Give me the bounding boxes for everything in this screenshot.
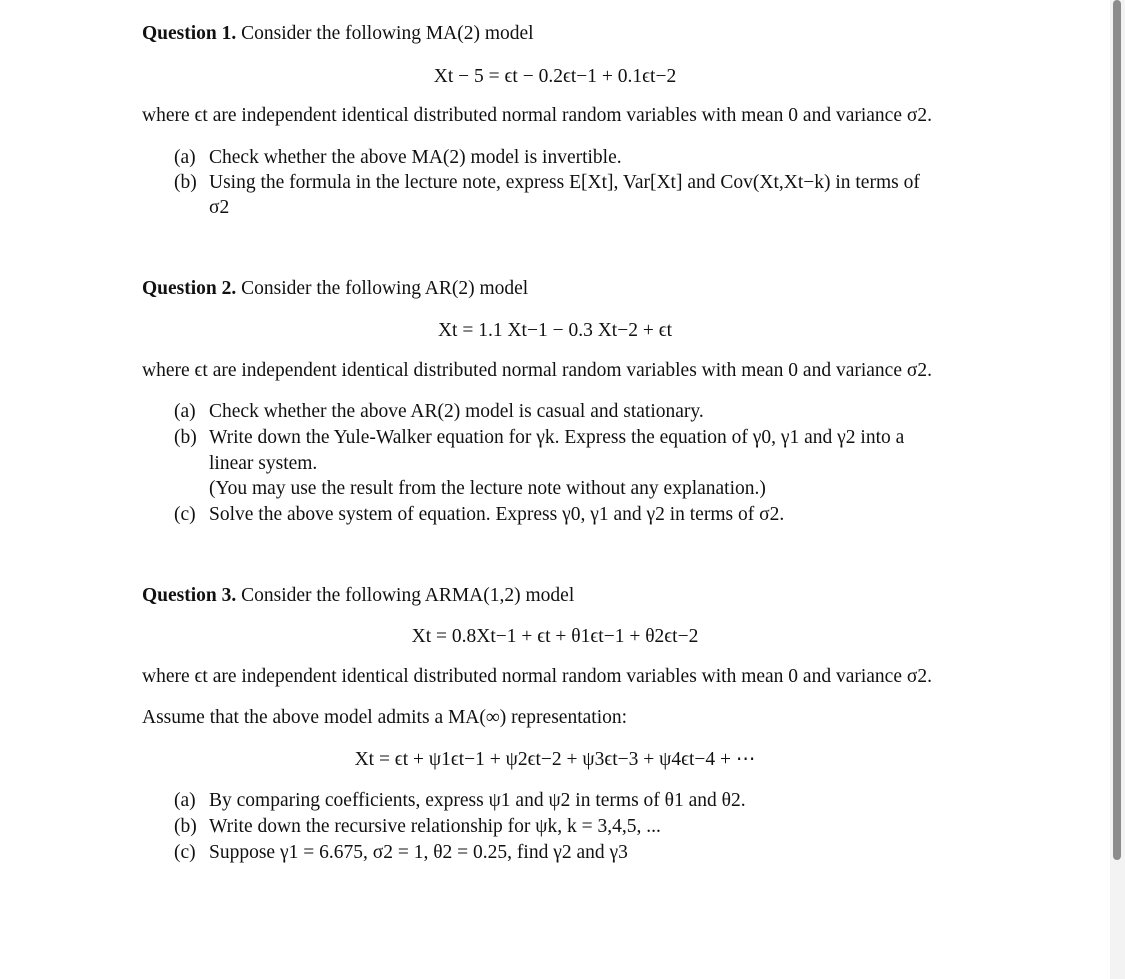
question-1-equation-text: Xt − 5 = ϵt − 0.2ϵt−1 + 0.1ϵt−2 (433, 66, 677, 87)
part-label: (c) (174, 504, 196, 525)
part-label: (c) (174, 842, 196, 863)
question-3-equation (0, 625, 1110, 649)
part-text: Solve the above system of equation. Express γ0, γ1 and γ2 in terms of σ2. (209, 504, 785, 525)
question-2-part-b-continued: linear system. (209, 453, 318, 474)
part-label: (a) (174, 401, 196, 422)
question-2-where: where ϵt are independent identical distributed normal random variables with mean 0 and variance σ2. (142, 360, 932, 381)
question-1-equation (0, 65, 1110, 89)
part-label: (b) (174, 816, 197, 837)
question-3-equation2-text: Xt = ϵt + ψ1ϵt−1 + ψ2ϵt−2 + ψ3ϵt−3 + ψ4ϵt−4 + ⋯ (354, 749, 756, 770)
part-text: Check whether the above MA(2) model is invertible. (209, 147, 622, 168)
part-label: (b) (174, 172, 197, 193)
question-3-equation-text: Xt = 0.8Xt−1 + ϵt + θ1ϵt−1 + θ2ϵt−2 (411, 626, 699, 647)
scrollbar-thumb[interactable] (1113, 0, 1121, 860)
question-2-intro: Consider the following AR(2) model (241, 278, 529, 299)
part-label: (a) (174, 790, 196, 811)
part-label: (a) (174, 147, 196, 168)
question-1-heading (142, 22, 534, 46)
part-label: (b) (174, 427, 197, 448)
question-1-where: where ϵt are independent identical distributed normal random variables with mean 0 and variance σ2. (142, 105, 932, 126)
question-2-equation-text: Xt = 1.1 Xt−1 − 0.3 Xt−2 + ϵt (437, 320, 673, 341)
part-text: Write down the recursive relationship for ψk, k = 3,4,5, ... (209, 816, 661, 837)
question-1-part-b-continued: σ2 (209, 197, 230, 218)
part-text: Check whether the above AR(2) model is casual and stationary. (209, 401, 704, 422)
question-3-intro: Consider the following ARMA(1,2) model (241, 585, 575, 606)
question-3-title: Question 3. (142, 585, 237, 606)
question-2-title: Question 2. (142, 278, 237, 299)
question-1-title: Question 1. (142, 23, 237, 44)
question-3-heading (142, 584, 574, 608)
part-text: By comparing coefficients, express ψ1 and ψ2 in terms of θ1 and θ2. (209, 790, 746, 811)
question-3-where: where ϵt are independent identical distributed normal random variables with mean 0 and variance σ2. (142, 666, 932, 687)
part-text: Suppose γ1 = 6.675, σ2 = 1, θ2 = 0.25, find γ2 and γ3 (209, 842, 628, 863)
part-text: Using the formula in the lecture note, express E[Xt], Var[Xt] and Cov(Xt,Xt−k) in terms of (209, 172, 920, 193)
part-text: Write down the Yule-Walker equation for γk. Express the equation of γ0, γ1 and γ2 into a (209, 427, 905, 448)
question-2-part-b-note: (You may use the result from the lecture note without any explanation.) (209, 478, 766, 499)
question-2-heading (142, 277, 528, 301)
question-2-equation (0, 319, 1110, 343)
vertical-scrollbar[interactable] (1110, 0, 1125, 979)
question-3-ma-infinity-equation (0, 748, 1110, 772)
question-1-intro: Consider the following MA(2) model (241, 23, 534, 44)
question-3-assume: Assume that the above model admits a MA(∞) representation: (142, 707, 628, 728)
